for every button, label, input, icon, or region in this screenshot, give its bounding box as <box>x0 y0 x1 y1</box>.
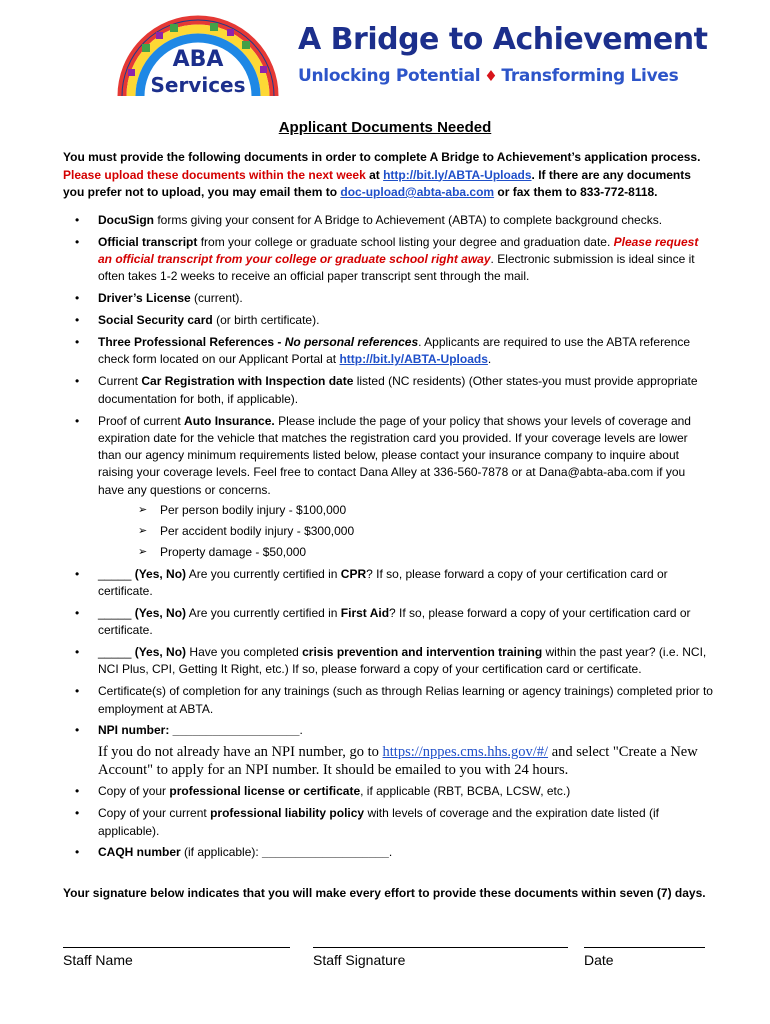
list-item-auto-insurance <box>63 413 713 562</box>
car-text-1: Current <box>98 374 142 389</box>
transcript-text: from your college or graduate school listing your degree and graduation date. <box>197 234 614 249</box>
transcript-warning: Please request an official transcript from your college or graduate school right away <box>98 234 699 267</box>
first-aid-yes-no: (Yes, No) <box>134 605 187 620</box>
nppes-link[interactable]: https://nppes.cms.hhs.gov/#/ <box>382 744 549 761</box>
tagline-left: Unlocking Potential <box>298 66 481 86</box>
crisis-text-1: Have you completed <box>186 645 303 660</box>
intro-upload-deadline: Please upload these documents within the next week <box>63 167 366 182</box>
references-label: Three Professional References - <box>98 335 285 350</box>
list-item-transcript <box>63 234 713 286</box>
upload-link[interactable]: http://bit.ly/ABTA-Uploads <box>383 167 532 182</box>
drivers-license-text: (current). <box>190 291 243 306</box>
cpr-text-2: ? If so, please forward a copy of your certification card or certificate. <box>98 566 668 598</box>
signature-statement: Your signature below indicates that you will make every effort to provide these documents within seven (7) days. <box>63 886 706 900</box>
list-item-liability-policy <box>63 805 713 840</box>
tagline-right: Transforming Lives <box>501 66 679 86</box>
list-item-crisis-training <box>63 644 713 679</box>
staff-signature-line[interactable] <box>313 947 568 948</box>
list-item-npi <box>63 722 713 739</box>
npi-note-1: If you do not already have an NPI number, go to <box>98 744 383 761</box>
crisis-text-2: within the past year? (i.e. NCI, NCI Plus, CPI, Getting It Right, etc.) If so, please forward a copy of your certification card or certificate. <box>98 645 707 677</box>
staff-signature-label: Staff Signature <box>313 952 406 968</box>
liab-text-2: with levels of coverage and the expiration date listed (if applicable). <box>98 806 659 838</box>
cpr-yes-no: (Yes, No) <box>134 566 187 581</box>
npi-number-field[interactable]: NPI number: ___________________ <box>98 723 300 738</box>
crisis-label: crisis prevention and intervention training <box>302 645 543 660</box>
references-portal-link[interactable]: http://bit.ly/ABTA-Uploads <box>339 352 488 367</box>
date-label: Date <box>584 952 614 968</box>
certificates-text: Certificate(s) of completion for any trainings (such as through Relias learning or agency trainings) completed prior to employment at ABTA. <box>98 684 713 716</box>
intro-line-1: You must provide the following documents in order to complete A Bridge to Achievement’s application process. <box>63 150 701 164</box>
intro-after-link: . If there are any documents you prefer not to upload, you may email them to <box>63 167 691 199</box>
car-text-2: listed (NC residents) (Other states-you must provide appropriate documentation for both, if applicable). <box>98 374 698 406</box>
list-item-drivers-license <box>63 290 713 307</box>
docusign-text: forms giving your consent for A Bridge to Achievement (ABTA) to complete background checks. <box>154 213 663 227</box>
first-aid-answer-blank[interactable]: _____ <box>98 605 135 620</box>
caqh-label: CAQH number <box>98 845 181 860</box>
list-item-professional-license <box>63 783 713 800</box>
prof-text-2: , if applicable (RBT, BCBA, LCSW, etc.) <box>360 784 571 799</box>
caqh-text: (if applicable): <box>180 845 263 860</box>
list-item-caqh <box>63 844 713 861</box>
tagline <box>298 66 678 86</box>
cpr-answer-blank[interactable]: _____ <box>98 566 135 581</box>
liab-text-1: Copy of your current <box>98 806 211 821</box>
staff-name-line[interactable] <box>63 947 290 948</box>
date-line[interactable] <box>584 947 705 948</box>
transcript-label: Official transcript <box>98 234 198 249</box>
intro-at: at <box>365 167 384 182</box>
npi-end: . <box>299 723 303 738</box>
coverage-item: ➢ Property damage - $50,000 <box>98 544 713 561</box>
car-registration-label: Car Registration with Inspection date <box>141 374 354 389</box>
auto-text-2: Please include the page of your policy that shows your levels of coverage and expiration date for the vehicle that matches the registration card you provided. If your coverage levels are lower than our agency minimum requirements listed below, please contact your insurance company to inquire about raising your coverage levels. Feel free to contact Dana Alley at 336-560-7878 or at Dana@abta-aba.com if you have any questions or concerns. <box>98 413 691 497</box>
references-end: . <box>487 352 492 367</box>
organization-name: A Bridge to Achievement <box>298 22 708 57</box>
list-item-first-aid <box>63 605 713 640</box>
list-item-docusign <box>63 212 713 229</box>
professional-license-label: professional license or certificate <box>169 784 361 799</box>
drivers-license-label: Driver’s License <box>98 291 191 306</box>
documents-list <box>63 212 713 866</box>
auto-text-1: Proof of current <box>98 413 185 428</box>
page-title: Applicant Documents Needed <box>278 119 492 136</box>
npi-note-2: and select "Create a New Account" to apply for an NPI number. It should be emailed to you with 24 hours. <box>98 744 698 779</box>
diamond-icon: ♦ <box>484 67 498 85</box>
prof-text-1: Copy of your <box>98 784 170 799</box>
list-item-references <box>63 334 713 369</box>
aba-services-logo <box>112 14 284 100</box>
intro-paragraph <box>63 149 713 202</box>
first-aid-text-2: ? If so, please forward a copy of your certification card or certificate. <box>98 605 691 638</box>
crisis-yes-no: (Yes, No) <box>134 645 187 660</box>
intro-fax: or fax them to 833-772-8118. <box>494 185 658 199</box>
references-text: . Applicants are required to use the ABTA reference check form located on our Applicant Portal at <box>98 335 691 367</box>
caqh-end: . <box>388 845 393 860</box>
npi-instructions <box>63 743 713 779</box>
social-security-text: (or birth certificate). <box>212 313 320 328</box>
first-aid-text-1: Are you currently certified in <box>186 605 341 620</box>
social-security-label: Social Security card <box>98 313 213 328</box>
docusign-label: DocuSign <box>98 213 154 227</box>
staff-name-label: Staff Name <box>63 952 133 968</box>
cpr-label: CPR <box>340 566 367 581</box>
auto-insurance-label: Auto Insurance. <box>184 413 275 428</box>
list-item-car-registration <box>63 373 713 408</box>
upload-email-link[interactable]: doc-upload@abta-aba.com <box>340 185 495 199</box>
coverage-item: ➢ Per person bodily injury - $100,000 <box>98 502 713 519</box>
transcript-text-2: . Electronic submission is ideal since it often takes 1-2 weeks to receive an official paper transcript sent through the mail. <box>98 252 695 284</box>
list-item-certificates <box>63 683 713 718</box>
list-item-social-security <box>63 312 713 329</box>
first-aid-label: First Aid <box>340 605 390 620</box>
logo-text-services: Services <box>150 73 246 97</box>
list-item-cpr <box>63 566 713 601</box>
coverage-list <box>98 502 713 561</box>
cpr-text-1: Are you currently certified in <box>186 566 341 581</box>
logo-text-aba: ABA <box>172 47 224 72</box>
references-note: No personal references <box>284 335 419 350</box>
coverage-item: ➢ Per accident bodily injury - $300,000 <box>98 523 713 540</box>
crisis-answer-blank[interactable]: _____ <box>98 645 135 660</box>
caqh-number-field[interactable]: ___________________ <box>262 845 389 860</box>
liability-policy-label: professional liability policy <box>210 806 365 821</box>
